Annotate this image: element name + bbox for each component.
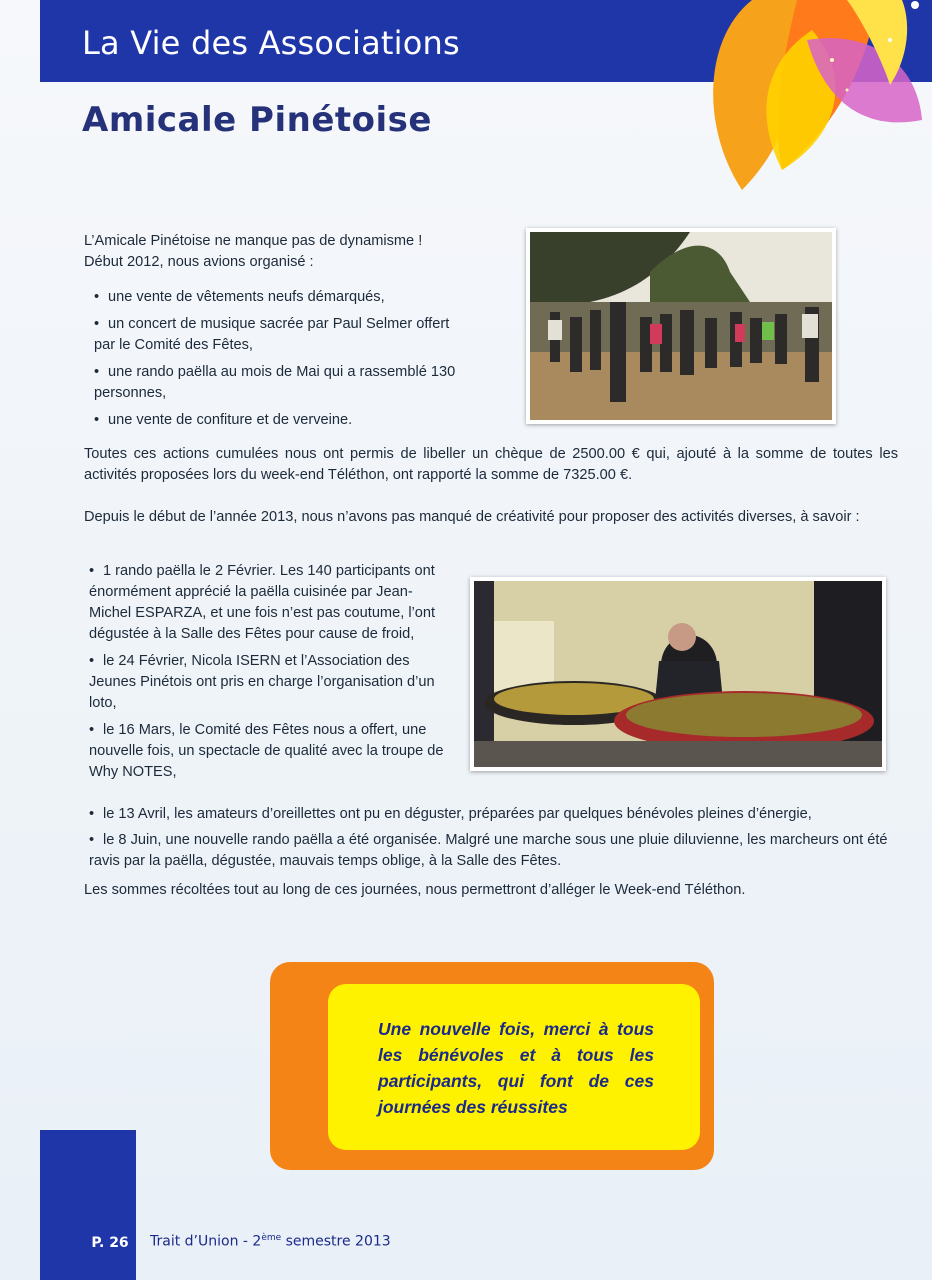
page-number: P. 26 (84, 1228, 136, 1258)
intro-2013: Depuis le début de l’année 2013, nous n’avons pas manqué de créativité pour proposer des activités diverses, à savoir : (84, 509, 860, 525)
list-item: • 1 rando paëlla le 2 Février. Les 140 participants ont énormément apprécié la paëlla cuisinée par Jean-Michel ESPARZA, et une fois n’est pas coutume, l’ont dégustée à la Salle des Fêtes pour cause de froid, (89, 563, 436, 642)
flower-decoration-icon (632, 0, 932, 200)
list-item: • un concert de musique sacrée par Paul Selmer offert par le Comité des Fêtes, (94, 316, 450, 353)
intro-line-1: L’Amicale Pinétoise ne manque pas de dynamisme ! (84, 233, 423, 249)
list-item: • le 13 Avril, les amateurs d’oreillettes ont pu en déguster, préparées par quelques bénévoles pleines d’énergie, (89, 806, 812, 822)
list-item: • le 8 Juin, une nouvelle rando paëlla a été organisée. Malgré une marche sous une pluie diluvienne, les marcheurs ont été ravis par la paëlla, dégustée, mauvais temps oblige, à la Salle des Fêtes. (89, 832, 888, 869)
list-item: • le 16 Mars, le Comité des Fêtes nous a offert, une nouvelle fois, un spectacle de qualité avec la troupe de Why NOTES, (89, 722, 444, 780)
footer-publication: Trait d’Union - 2ème semestre 2013 (150, 1233, 391, 1250)
hikers-photo-icon (530, 232, 832, 420)
paella-photo (470, 577, 886, 771)
section-title: La Vie des Associations (82, 24, 460, 62)
callout-box (270, 962, 714, 1170)
list-item: • une vente de confiture et de verveine. (94, 412, 353, 428)
page-heading: Amicale Pinétoise (82, 100, 432, 140)
list-2012 (94, 287, 462, 431)
list-item: • une vente de vêtements neufs démarqués, (94, 289, 385, 305)
intro-2012 (84, 231, 504, 273)
list-item: • le 24 Février, Nicola ISERN et l’Association des Jeunes Pinétois ont pris en charge l’organisation d’un loto, (89, 653, 435, 711)
paella-photo-icon (474, 581, 882, 767)
callout-inner (328, 984, 700, 1150)
callout-text: Une nouvelle fois, merci à tous les bénévoles et à tous les participants, qui font de ces journées des réussites (378, 1019, 654, 1117)
hikers-photo (526, 228, 836, 424)
intro-line-2: Début 2012, nous avions organisé : (84, 254, 314, 270)
list-2013-wide (89, 804, 899, 872)
summary-2012: Toutes ces actions cumulées nous ont permis de libeller un chèque de 2500.00 € qui, ajouté à la somme de toutes les activités proposées lors du week-end Téléthon, ont rapporté la somme de 7325.00 €. (84, 446, 898, 483)
closing-text: Les sommes récoltées tout au long de ces journées, nous permettront d’alléger le Week-end Téléthon. (84, 882, 746, 898)
list-item: • une rando paëlla au mois de Mai qui a rassemblé 130 personnes, (94, 364, 456, 401)
list-2013-narrow (89, 561, 449, 783)
